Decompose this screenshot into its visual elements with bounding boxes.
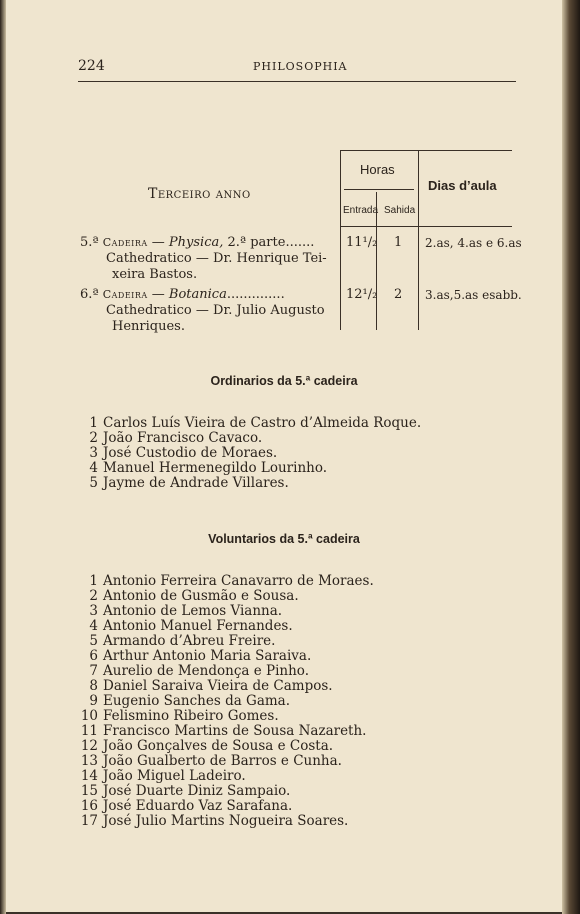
student-name: Manuel Hermenegildo Lourinho. (103, 460, 328, 476)
cadeira-label: Cadeira (102, 236, 148, 249)
subject-name: Botanica (168, 287, 227, 302)
list-item (76, 416, 421, 431)
student-name: Francisco Martins de Sousa Nazareth. (103, 723, 367, 739)
ordinarios-heading: Ordinarios da 5.ª cadeira (210, 374, 358, 388)
book-spine (562, 0, 580, 914)
ordinarios-list (76, 416, 421, 491)
student-name: Antonio de Gusmão e Sousa. (103, 588, 299, 604)
list-item (76, 814, 374, 829)
student-number: 15 (80, 783, 98, 799)
entrada-time: 11¹/₂ (346, 235, 378, 250)
student-number: 14 (80, 768, 98, 784)
student-name: Armando d’Abreu Freire. (103, 633, 276, 649)
student-number: 1 (89, 415, 98, 431)
student-name: Eugenio Sanches da Gama. (103, 693, 291, 709)
student-number: 2 (89, 588, 98, 604)
student-name: João Gonçalves de Sousa e Costa. (103, 738, 334, 754)
student-number: 4 (89, 460, 98, 476)
student-number: 5 (89, 475, 98, 491)
column-header-entrada: Entrada (343, 205, 379, 216)
student-number: 4 (89, 618, 98, 634)
list-item (76, 649, 374, 664)
list-item (76, 739, 374, 754)
professor-line-cont: xeira Bastos. (112, 267, 198, 282)
column-header-horas: Horas (360, 162, 395, 177)
student-number: 3 (89, 445, 98, 461)
subject-part: .............. (226, 287, 285, 302)
list-item (76, 799, 374, 814)
student-number: 1 (89, 573, 98, 589)
list-item (76, 619, 374, 634)
student-name: Antonio de Lemos Vianna. (103, 603, 283, 619)
student-number: 16 (80, 798, 98, 814)
table-top-rule (340, 150, 512, 151)
student-name: Carlos Luís Vieira de Castro d’Almeida Roque. (103, 415, 422, 431)
student-name: Antonio Manuel Fernandes. (103, 618, 293, 634)
table-head-rule (340, 226, 512, 227)
professor-line-cont: Henriques. (112, 319, 185, 334)
professor-line: Cathedratico — Dr. Henrique Tei- (106, 251, 327, 266)
student-name: José Julio Martins Nogueira Soares. (103, 813, 349, 829)
student-number: 9 (89, 693, 98, 709)
voluntarios-list (76, 574, 374, 829)
cadeira-number: 5.ª (80, 235, 99, 250)
horas-rule (344, 189, 414, 190)
student-number: 12 (80, 738, 98, 754)
dash: — (147, 235, 169, 250)
student-number: 10 (80, 708, 98, 724)
student-number: 2 (89, 430, 98, 446)
student-number: 11 (80, 723, 98, 739)
student-number: 7 (89, 663, 98, 679)
list-item (76, 754, 374, 769)
book-page (6, 0, 562, 912)
student-name: Antonio Ferreira Canavarro de Moraes. (103, 573, 374, 589)
entrada-time: 12¹/₂ (346, 287, 378, 302)
student-name: José Eduardo Vaz Sarafana. (103, 798, 293, 814)
student-name: João Gualberto de Barros e Cunha. (103, 753, 342, 769)
student-name: João Francisco Cavaco. (103, 430, 263, 446)
dash: — (147, 287, 169, 302)
page-number: 224 (78, 58, 105, 74)
list-item (76, 709, 374, 724)
student-name: Daniel Saraiva Vieira de Campos. (103, 678, 333, 694)
student-number: 13 (80, 753, 98, 769)
schedule-table (6, 0, 562, 360)
list-item (76, 431, 421, 446)
cadeira-label: Cadeira (102, 288, 148, 301)
student-name: José Custodio de Moraes. (103, 445, 278, 461)
table-row (80, 235, 314, 251)
year-title: Terceiro anno (148, 186, 251, 202)
list-item (76, 604, 374, 619)
dias-value: 2.as, 4.as e 6.as (425, 236, 522, 250)
list-item (76, 574, 374, 589)
list-item (76, 634, 374, 649)
student-name: Jayme de Andrade Villares. (103, 475, 289, 491)
table-row (80, 287, 285, 303)
student-number: 8 (89, 678, 98, 694)
list-item (76, 664, 374, 679)
list-item (76, 476, 421, 491)
list-item (76, 461, 421, 476)
dias-value: 3.as,5.as esabb. (425, 288, 522, 302)
list-item (76, 589, 374, 604)
student-name: Felismino Ribeiro Gomes. (103, 708, 279, 724)
running-title: PHILOSOPHIA (253, 60, 348, 73)
voluntarios-heading: Voluntarios da 5.ª cadeira (208, 532, 360, 546)
list-item (76, 724, 374, 739)
sahida-time: 2 (394, 287, 403, 302)
table-divider (340, 150, 341, 330)
student-name: João Miguel Ladeiro. (103, 768, 246, 784)
student-number: 3 (89, 603, 98, 619)
student-name: Arthur Antonio Maria Saraiva. (103, 648, 312, 664)
student-name: Aurelio de Mendonça e Pinho. (103, 663, 309, 679)
subject-name: Physica, (168, 235, 224, 250)
student-number: 17 (80, 813, 98, 829)
list-item (76, 679, 374, 694)
list-item (76, 694, 374, 709)
list-item (76, 784, 374, 799)
sahida-time: 1 (394, 235, 403, 250)
list-item (76, 446, 421, 461)
list-item (76, 769, 374, 784)
professor-line: Cathedratico — Dr. Julio Augusto (106, 303, 325, 318)
column-header-dias: Dias d’aula (428, 178, 497, 193)
student-number: 5 (89, 633, 98, 649)
student-number: 6 (89, 648, 98, 664)
column-header-sahida: Sahida (384, 205, 416, 216)
table-divider (418, 150, 419, 330)
cadeira-number: 6.ª (80, 287, 99, 302)
student-name: José Duarte Diniz Sampaio. (103, 783, 291, 799)
subject-part: 2.ª parte....... (223, 235, 315, 250)
